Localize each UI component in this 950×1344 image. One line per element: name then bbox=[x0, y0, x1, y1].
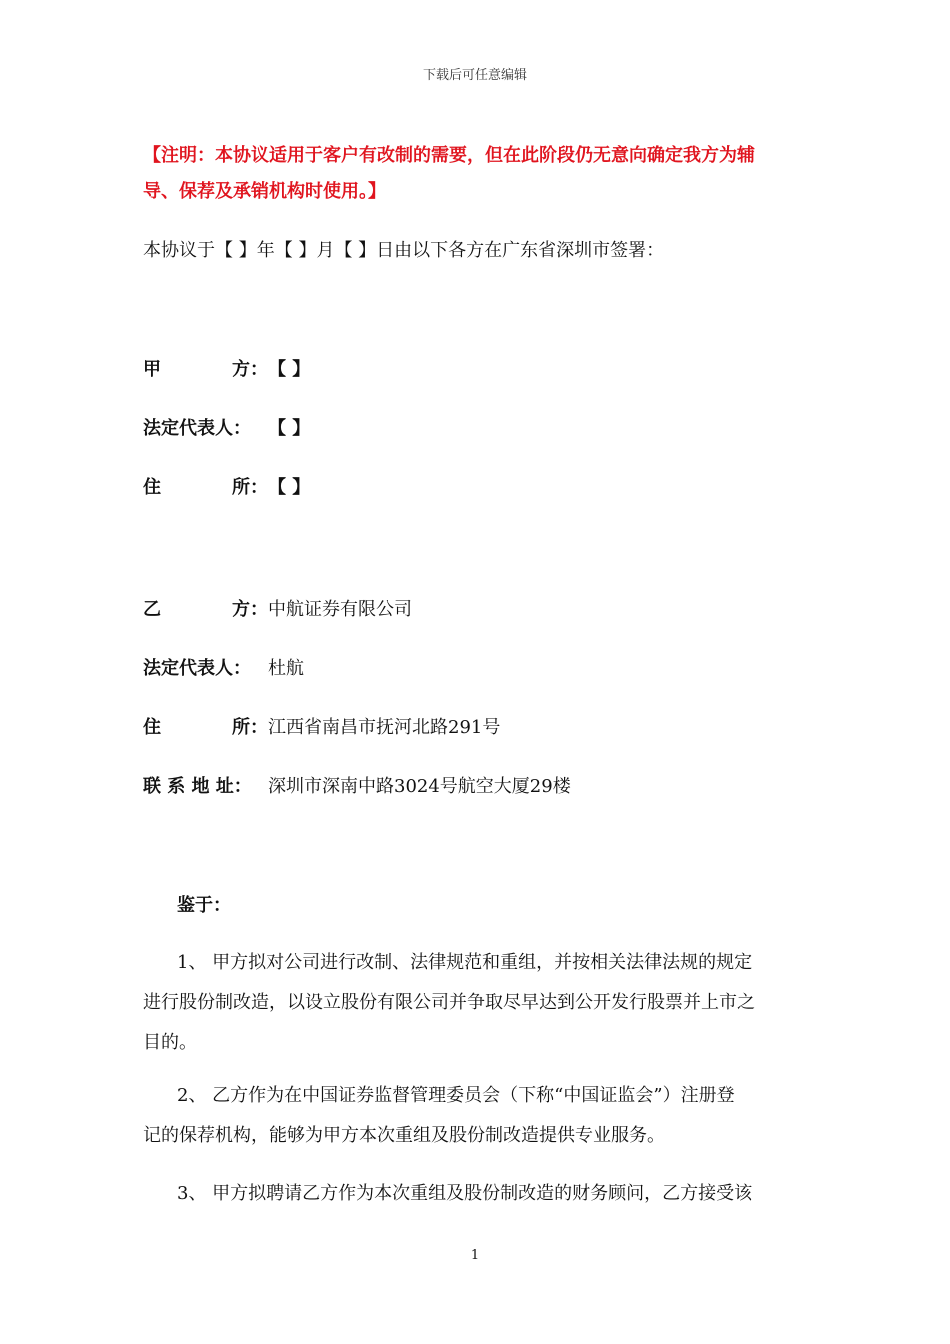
label-part: 联 系 地 址： bbox=[143, 776, 252, 797]
clause-line: 3、 甲方拟聘请乙方作为本次重组及股份制改造的财务顾问，乙方接受该 bbox=[177, 1183, 753, 1204]
clause-line: 2、 乙方作为在中国证券监督管理委员会（下称“中国证监会”）注册登 bbox=[177, 1085, 735, 1106]
party-b-address-row bbox=[143, 713, 500, 739]
page-header: 下载后可任意编辑 bbox=[422, 68, 527, 83]
party-b-name-value: 中航证券有限公司 bbox=[268, 599, 412, 620]
clause-line: 进行股份制改造，以设立股份有限公司并争取尽早达到公开发行股票并上市之 bbox=[143, 992, 755, 1013]
party-a-address-value: 【 】 bbox=[268, 477, 311, 498]
party-a-rep-value: 【 】 bbox=[268, 418, 311, 439]
page-number: 1 bbox=[470, 1248, 480, 1263]
party-a-name-value: 【 】 bbox=[268, 359, 311, 380]
party-b-rep-value: 杜航 bbox=[268, 658, 304, 679]
note-line-2: 导、保荐及承销机构时使用。】 bbox=[143, 181, 386, 202]
party-a-name-label bbox=[143, 355, 268, 381]
party-b-contact-label bbox=[143, 772, 268, 798]
party-a-address-label bbox=[143, 473, 268, 499]
party-a-rep-row bbox=[143, 414, 310, 440]
clause-line: 记的保荐机构，能够为甲方本次重组及股份制改造提供专业服务。 bbox=[143, 1125, 665, 1146]
party-b-name-label bbox=[143, 595, 268, 621]
label-part: 乙 bbox=[143, 599, 161, 620]
label-part: 方： bbox=[232, 359, 268, 380]
clause-line: 目的。 bbox=[143, 1032, 197, 1053]
party-b-name-row bbox=[143, 595, 412, 621]
whereas-title: 鉴于： bbox=[177, 895, 231, 916]
label-part: 所： bbox=[232, 477, 268, 498]
party-a-name-row bbox=[143, 355, 310, 381]
label-part: 住 bbox=[143, 477, 161, 498]
party-b-rep-row bbox=[143, 654, 304, 680]
clause-line: 1、 甲方拟对公司进行改制、法律规范和重组，并按相关法律法规的规定 bbox=[177, 952, 753, 973]
label-part: 甲 bbox=[143, 359, 161, 380]
label-part: 方： bbox=[232, 599, 268, 620]
clause-3 bbox=[143, 1174, 807, 1214]
party-a-rep-label bbox=[143, 414, 268, 440]
agreement-intro: 本协议于【 】年【 】月【 】日由以下各方在广东省深圳市签署： bbox=[143, 240, 665, 261]
note-line-1: 【注明：本协议适用于客户有改制的需要，但在此阶段仍无意向确定我方为辅 bbox=[143, 145, 755, 166]
label-part: 住 bbox=[143, 717, 161, 738]
party-a-address-row bbox=[143, 473, 310, 499]
clause-1 bbox=[143, 943, 807, 1063]
party-b-contact-row bbox=[143, 772, 571, 798]
party-b-contact-value: 深圳市深南中路3024号航空大厦29楼 bbox=[268, 776, 571, 797]
label-part: 所： bbox=[232, 717, 268, 738]
clause-2 bbox=[143, 1076, 807, 1156]
party-b-rep-label bbox=[143, 654, 268, 680]
party-b-address-label bbox=[143, 713, 268, 739]
label-part: 法定代表人： bbox=[143, 658, 251, 679]
party-b-address-value: 江西省南昌市抚河北路291号 bbox=[268, 717, 501, 738]
label-part: 法定代表人： bbox=[143, 418, 251, 439]
